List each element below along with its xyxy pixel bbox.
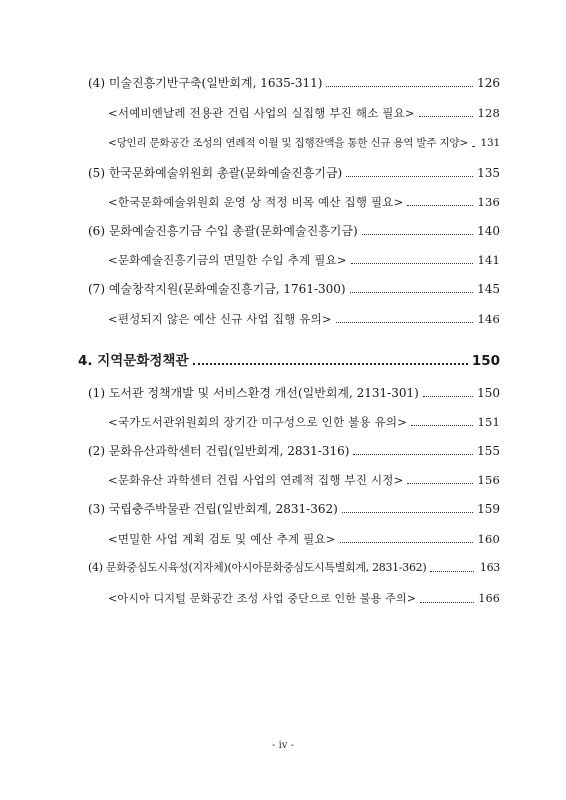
dot-leader (430, 571, 474, 572)
dot-leader (407, 205, 473, 206)
toc-entry[interactable] (88, 385, 500, 401)
toc-entry-page: 126 (477, 76, 500, 90)
toc-entry-label: (5) 한국문화예술위원회 총괄(문화예술진흥기금) (88, 166, 343, 180)
toc-subentry-page: 166 (478, 592, 500, 605)
toc-subentry-page: 160 (477, 532, 500, 546)
dot-leader (346, 176, 473, 177)
toc-entry-label: (2) 문화유산과학센터 건립(일반회계, 2831-316) (88, 444, 350, 458)
toc-subentry[interactable] (108, 194, 500, 210)
dot-leader (351, 263, 474, 264)
toc-entry-label: (4) 문화중심도시육성(지자체)(아시아문화중심도시특별회계, 2831-362) (88, 561, 427, 574)
toc-subentry[interactable] (108, 472, 500, 488)
dot-leader (336, 322, 474, 323)
toc-entry[interactable] (88, 223, 500, 239)
dot-leader (419, 116, 474, 117)
toc-entry-page: 145 (477, 282, 500, 296)
toc-subentry-label: <문화유산 과학센터 건립 사업의 연례적 집행 부진 시정> (108, 473, 404, 487)
toc-subentry-label: <한국문화예술위원회 운영 상 적정 비목 예산 집행 필요> (108, 195, 404, 209)
toc-subentry-page: 151 (477, 415, 500, 429)
toc-entry[interactable] (88, 501, 500, 517)
dot-leader (407, 483, 473, 484)
dot-leader (353, 454, 473, 455)
toc-entry-label: (3) 국립충주박물관 건립(일반회계, 2831-362) (88, 502, 338, 516)
dot-leader (362, 234, 473, 235)
toc-subentry-label: <아시아 디지털 문화공간 조성 사업 중단으로 인한 불용 주의> (108, 592, 417, 605)
toc-subentry[interactable] (108, 531, 500, 547)
toc-entry-page: 150 (477, 386, 500, 400)
toc-entry-page: 135 (477, 166, 500, 180)
dot-leader (423, 396, 473, 397)
toc-chapter-page: 150 (471, 353, 500, 369)
toc-entry[interactable] (88, 443, 500, 459)
toc-subentry-page: 136 (477, 195, 500, 209)
page-number-footer: - iv - (272, 740, 294, 751)
dot-leader (420, 602, 474, 603)
toc-entry-page: 163 (479, 561, 500, 574)
toc-subentry-label: <문화예술진흥기금의 면밀한 수입 추계 필요> (108, 253, 347, 267)
toc-subentry-label: <국가도서관위원회의 장기간 미구성으로 인한 불용 유의> (108, 415, 408, 429)
dot-leader (326, 86, 473, 87)
toc-subentry-page: 146 (477, 312, 500, 326)
dot-leader (411, 425, 473, 426)
toc-entry-page: 155 (477, 444, 500, 458)
toc-subentry[interactable] (108, 105, 500, 121)
toc-entry-label: (1) 도서관 정책개발 및 서비스환경 개선(일반회계, 2131-301) (88, 386, 419, 400)
toc-entry[interactable] (88, 75, 500, 91)
toc-entry-label: (6) 문화예술진흥기금 수입 총괄(문화예술진흥기금) (88, 224, 358, 238)
dot-leader (342, 512, 473, 513)
dot-leader (350, 292, 474, 293)
toc-subentry-label: <편성되지 않은 예산 신규 사업 집행 유의> (108, 312, 332, 326)
toc-entry-page: 140 (477, 224, 500, 238)
toc-subentry[interactable] (108, 252, 500, 268)
toc-subentry-page: 131 (480, 137, 500, 149)
toc-subentry-label: <면밀한 사업 계획 검토 및 예산 추계 필요> (108, 532, 336, 546)
toc-entry[interactable] (88, 281, 500, 297)
toc-subentry-label: <서예비엔날레 전용관 건립 사업의 실집행 부진 해소 필요> (108, 106, 415, 120)
toc-entry-label: (7) 예술창작지원(문화예술진흥기금, 1761-300) (88, 282, 346, 296)
toc-subentry[interactable] (108, 135, 500, 151)
toc-entry-page: 159 (477, 502, 500, 516)
toc-subentry[interactable] (108, 414, 500, 430)
toc-subentry-label: <당인리 문화공간 조성의 연례적 이월 및 집행잔액을 통한 신규 용역 발주 지양> (108, 137, 468, 149)
toc-chapter-label: 4. 지역문화정책관 (78, 353, 189, 369)
toc-subentry[interactable] (108, 311, 500, 327)
toc-subentry-page: 141 (477, 253, 500, 267)
toc-entry[interactable] (88, 165, 500, 181)
toc-chapter[interactable] (78, 353, 500, 369)
dot-leader (472, 146, 474, 147)
dot-leader (193, 363, 468, 365)
toc-subentry-page: 156 (477, 473, 500, 487)
toc-entry-label: (4) 미술진흥기반구축(일반회계, 1635-311) (88, 76, 323, 90)
dot-leader (340, 542, 474, 543)
toc-subentry-page: 128 (477, 106, 500, 120)
toc-entry[interactable] (88, 560, 500, 576)
toc-subentry[interactable] (108, 591, 500, 607)
